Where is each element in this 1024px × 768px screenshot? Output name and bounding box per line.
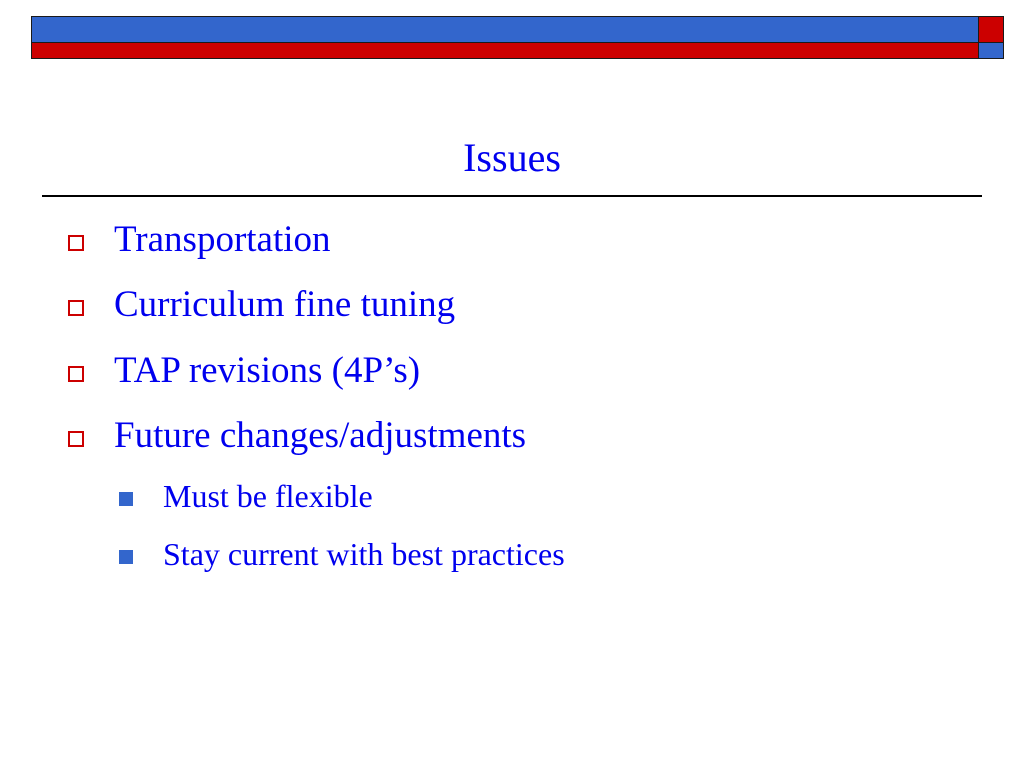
filled-square-icon [119, 492, 133, 506]
bullet-text: TAP revisions (4P’s) [114, 350, 421, 391]
hollow-square-icon [68, 235, 84, 251]
sub-bullet-text: Must be flexible [163, 478, 373, 514]
filled-square-icon [119, 550, 133, 564]
hollow-square-icon [68, 300, 84, 316]
bullet-text: Transportation [114, 219, 331, 260]
hollow-square-icon [68, 431, 84, 447]
bullet-text: Future changes/adjustments [114, 415, 527, 456]
bullet-text: Curriculum fine tuning [114, 284, 456, 325]
hollow-square-icon [68, 366, 84, 382]
slide-title: Issues [463, 135, 561, 180]
sub-bullet-text: Stay current with best practices [163, 536, 565, 572]
